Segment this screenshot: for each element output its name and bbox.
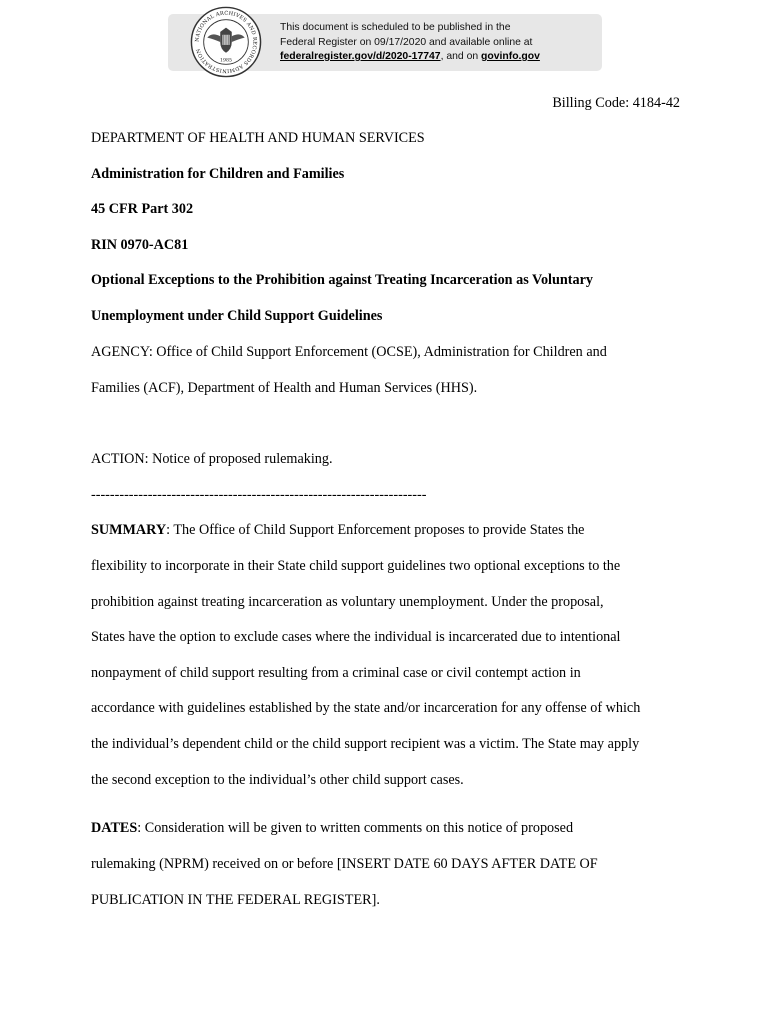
- title-line-2: Unemployment under Child Support Guidelines: [91, 308, 383, 324]
- banner-line-3: [280, 50, 596, 65]
- svg-text:1985: 1985: [220, 58, 232, 64]
- summary-line-6: accordance with guidelines established by the state and/or incarceration for any offense of which: [91, 700, 641, 716]
- action-text: : Notice of proposed rulemaking.: [144, 451, 333, 467]
- summary-line-3: prohibition against treating incarceration as voluntary unemployment. Under the proposal,: [91, 594, 604, 610]
- action-label: ACTION: [91, 451, 145, 467]
- rin-heading: RIN 0970-AC81: [91, 237, 189, 253]
- billing-code: Billing Code: 4184-42: [552, 95, 680, 111]
- summary-line-8: the second exception to the individual’s other child support cases.: [91, 772, 464, 788]
- dates-line-3: PUBLICATION IN THE FEDERAL REGISTER].: [91, 892, 380, 908]
- summary-text: : The Office of Child Support Enforcement proposes to provide States the: [166, 522, 585, 538]
- divider-line: -----------------------------------------------------------------------: [91, 487, 427, 503]
- dates-line-2: rulemaking (NPRM) received on or before [INSERT DATE 60 DAYS AFTER DATE OF: [91, 856, 598, 872]
- svg-text:NATIONAL ARCHIVES AND RECORDS: NATIONAL ARCHIVES AND RECORDS ADMINISTRATION: [194, 10, 258, 74]
- govinfo-link[interactable]: govinfo.gov: [481, 51, 540, 62]
- title-line-1: Optional Exceptions to the Prohibition against Treating Incarceration as Voluntary: [91, 272, 593, 288]
- agency-text: : Office of Child Support Enforcement (OCSE), Administration for Children and: [148, 344, 607, 360]
- banner-text: [280, 21, 596, 65]
- summary-line-4: States have the option to exclude cases where the individual is incarcerated due to intentional: [91, 629, 621, 645]
- national-archives-seal-icon: [190, 6, 262, 78]
- banner-line-2: Federal Register on 09/17/2020 and available online at: [280, 36, 533, 48]
- summary-line-2: flexibility to incorporate in their State child support guidelines two optional exceptions to the: [91, 558, 621, 574]
- administration-heading: Administration for Children and Families: [91, 166, 345, 182]
- agency-label: AGENCY: [91, 344, 149, 360]
- summary-line-5: nonpayment of child support resulting from a criminal case or civil contempt action in: [91, 665, 581, 681]
- banner-line-1: This document is scheduled to be published in the: [280, 22, 511, 33]
- summary-label: SUMMARY: [91, 522, 167, 538]
- banner-mid-text: , and on: [440, 51, 482, 62]
- federal-register-link[interactable]: federalregister.gov/d/2020-17747: [280, 51, 441, 62]
- agency-line-1: [91, 344, 607, 361]
- publication-banner: [168, 10, 602, 74]
- cfr-heading: 45 CFR Part 302: [91, 201, 194, 217]
- action-line: [91, 451, 333, 468]
- summary-line-7: the individual’s dependent child or the child support recipient was a victim. The State may apply: [91, 736, 640, 752]
- dates-line-1: [91, 820, 573, 837]
- dates-label: DATES: [91, 820, 138, 836]
- agency-line-2: Families (ACF), Department of Health and Human Services (HHS).: [91, 380, 478, 396]
- summary-line-1: [91, 522, 584, 539]
- dates-text: : Consideration will be given to written comments on this notice of proposed: [137, 820, 574, 836]
- department-heading: DEPARTMENT OF HEALTH AND HUMAN SERVICES: [91, 130, 425, 146]
